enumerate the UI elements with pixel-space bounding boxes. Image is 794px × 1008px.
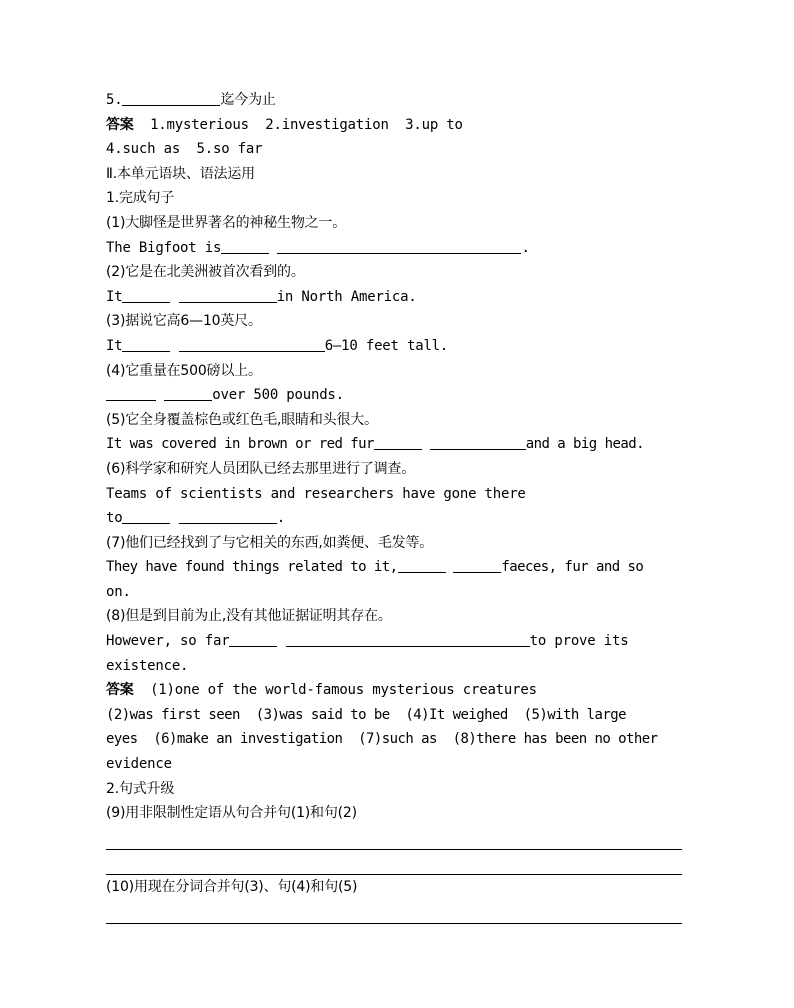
document-page [106, 88, 686, 924]
question-6-chinese: (6)科学家和研究人员团队已经去那里进行了调查。 [106, 460, 416, 477]
sentence-start: It [106, 288, 123, 305]
answer-line-sentences [106, 678, 686, 703]
answer-label: 答案 [106, 682, 134, 699]
fill-blank[interactable] [430, 434, 526, 450]
sentence-start: The Bigfoot is [106, 239, 222, 256]
sentence-end: in North America. [276, 288, 417, 305]
answer-writing-line[interactable] [106, 850, 682, 875]
answer-continued: evidence [106, 756, 172, 773]
sentence-end: . [521, 239, 530, 256]
fill-blank[interactable] [221, 238, 269, 254]
question-5-chinese: (5)它全身覆盖棕色或红色毛,眼睛和头很大。 [106, 411, 378, 428]
question-7-english [106, 555, 686, 580]
fill-blank[interactable] [122, 287, 170, 303]
sentence-end: and a big head. [525, 436, 644, 453]
answer-text: 1.mysterious 2.investigation 3.up to [133, 116, 463, 133]
question-7-chinese: (7)他们已经找到了与它相关的东西,如粪便、毛发等。 [106, 534, 434, 551]
sentence-start: They have found things related to it, [106, 559, 398, 576]
question-3-chinese: (3)据说它高6—10英尺。 [106, 313, 262, 330]
answer-continued: 4.such as 5.so far [106, 141, 263, 158]
fill-blank[interactable] [453, 557, 501, 573]
fill-blank[interactable] [164, 385, 212, 401]
question-6-english: Teams of scientists and researchers have gone there [106, 485, 526, 502]
fill-blank[interactable] [229, 631, 277, 647]
subsection-heading-sentence-upgrade: 2.句式升级 [106, 780, 175, 797]
section-heading-ii: Ⅱ.本单元语块、语法运用 [106, 165, 255, 182]
fill-blank[interactable] [122, 90, 220, 106]
question-8-chinese: (8)但是到目前为止,没有其他证据证明其存在。 [106, 608, 392, 625]
fill-blank[interactable] [398, 557, 446, 573]
question-4-chinese: (4)它重量在500磅以上。 [106, 362, 262, 379]
question-8-english [106, 629, 686, 654]
sentence-start: It [106, 337, 123, 354]
answer-text: (1)one of the world-famous mysterious creatures [133, 682, 537, 699]
sentence-start: However, so far [106, 633, 230, 650]
sentence-end: to prove its [529, 633, 629, 650]
question-5-english [106, 432, 686, 457]
question-4-english [106, 383, 686, 408]
answer-writing-line[interactable] [106, 826, 682, 851]
answer-continued: (2)was first seen (3)was said to be (4)It weighed (5)with large [106, 706, 626, 723]
sentence-end: faeces, fur and so [501, 559, 644, 576]
fill-blank[interactable] [179, 336, 325, 352]
vocab-item-5 [106, 88, 686, 113]
vocab-number: 5. [106, 92, 123, 108]
fill-blank[interactable] [122, 336, 170, 352]
question-6-english-continued [106, 506, 686, 531]
fill-blank[interactable] [179, 508, 277, 524]
question-2-english [106, 285, 686, 310]
fill-blank[interactable] [106, 385, 156, 401]
answer-writing-line[interactable] [106, 900, 682, 925]
sentence-end: 6—10 feet tall. [324, 337, 449, 354]
sentence-start: to [106, 510, 123, 527]
vocab-meaning: 迄今为止 [220, 92, 276, 108]
answer-line-vocab [106, 113, 686, 138]
question-10-prompt: (10)用现在分词合并句(3)、句(4)和句(5) [106, 879, 358, 895]
answer-continued: eyes (6)make an investigation (7)such as (8)there has been no other [106, 731, 658, 748]
question-2-chinese: (2)它是在北美洲被首次看到的。 [106, 264, 305, 281]
fill-blank[interactable] [277, 238, 521, 254]
subsection-heading-complete-sentences: 1.完成句子 [106, 190, 175, 207]
question-1-chinese: (1)大脚怪是世界著名的神秘生物之一。 [106, 214, 347, 231]
question-9-prompt: (9)用非限制性定语从句合并句(1)和句(2) [106, 805, 357, 822]
fill-blank[interactable] [286, 631, 530, 647]
question-3-english [106, 334, 686, 359]
answer-label: 答案 [106, 116, 134, 133]
question-8-english-continued: existence. [106, 657, 189, 674]
fill-blank[interactable] [374, 434, 422, 450]
sentence-start: It was covered in brown or red fur [106, 436, 374, 453]
fill-blank[interactable] [179, 287, 277, 303]
sentence-end: . [276, 510, 285, 527]
fill-blank[interactable] [122, 508, 170, 524]
question-1-english [106, 236, 686, 261]
question-7-english-continued: on. [106, 583, 131, 600]
sentence-end: over 500 pounds. [212, 387, 344, 404]
